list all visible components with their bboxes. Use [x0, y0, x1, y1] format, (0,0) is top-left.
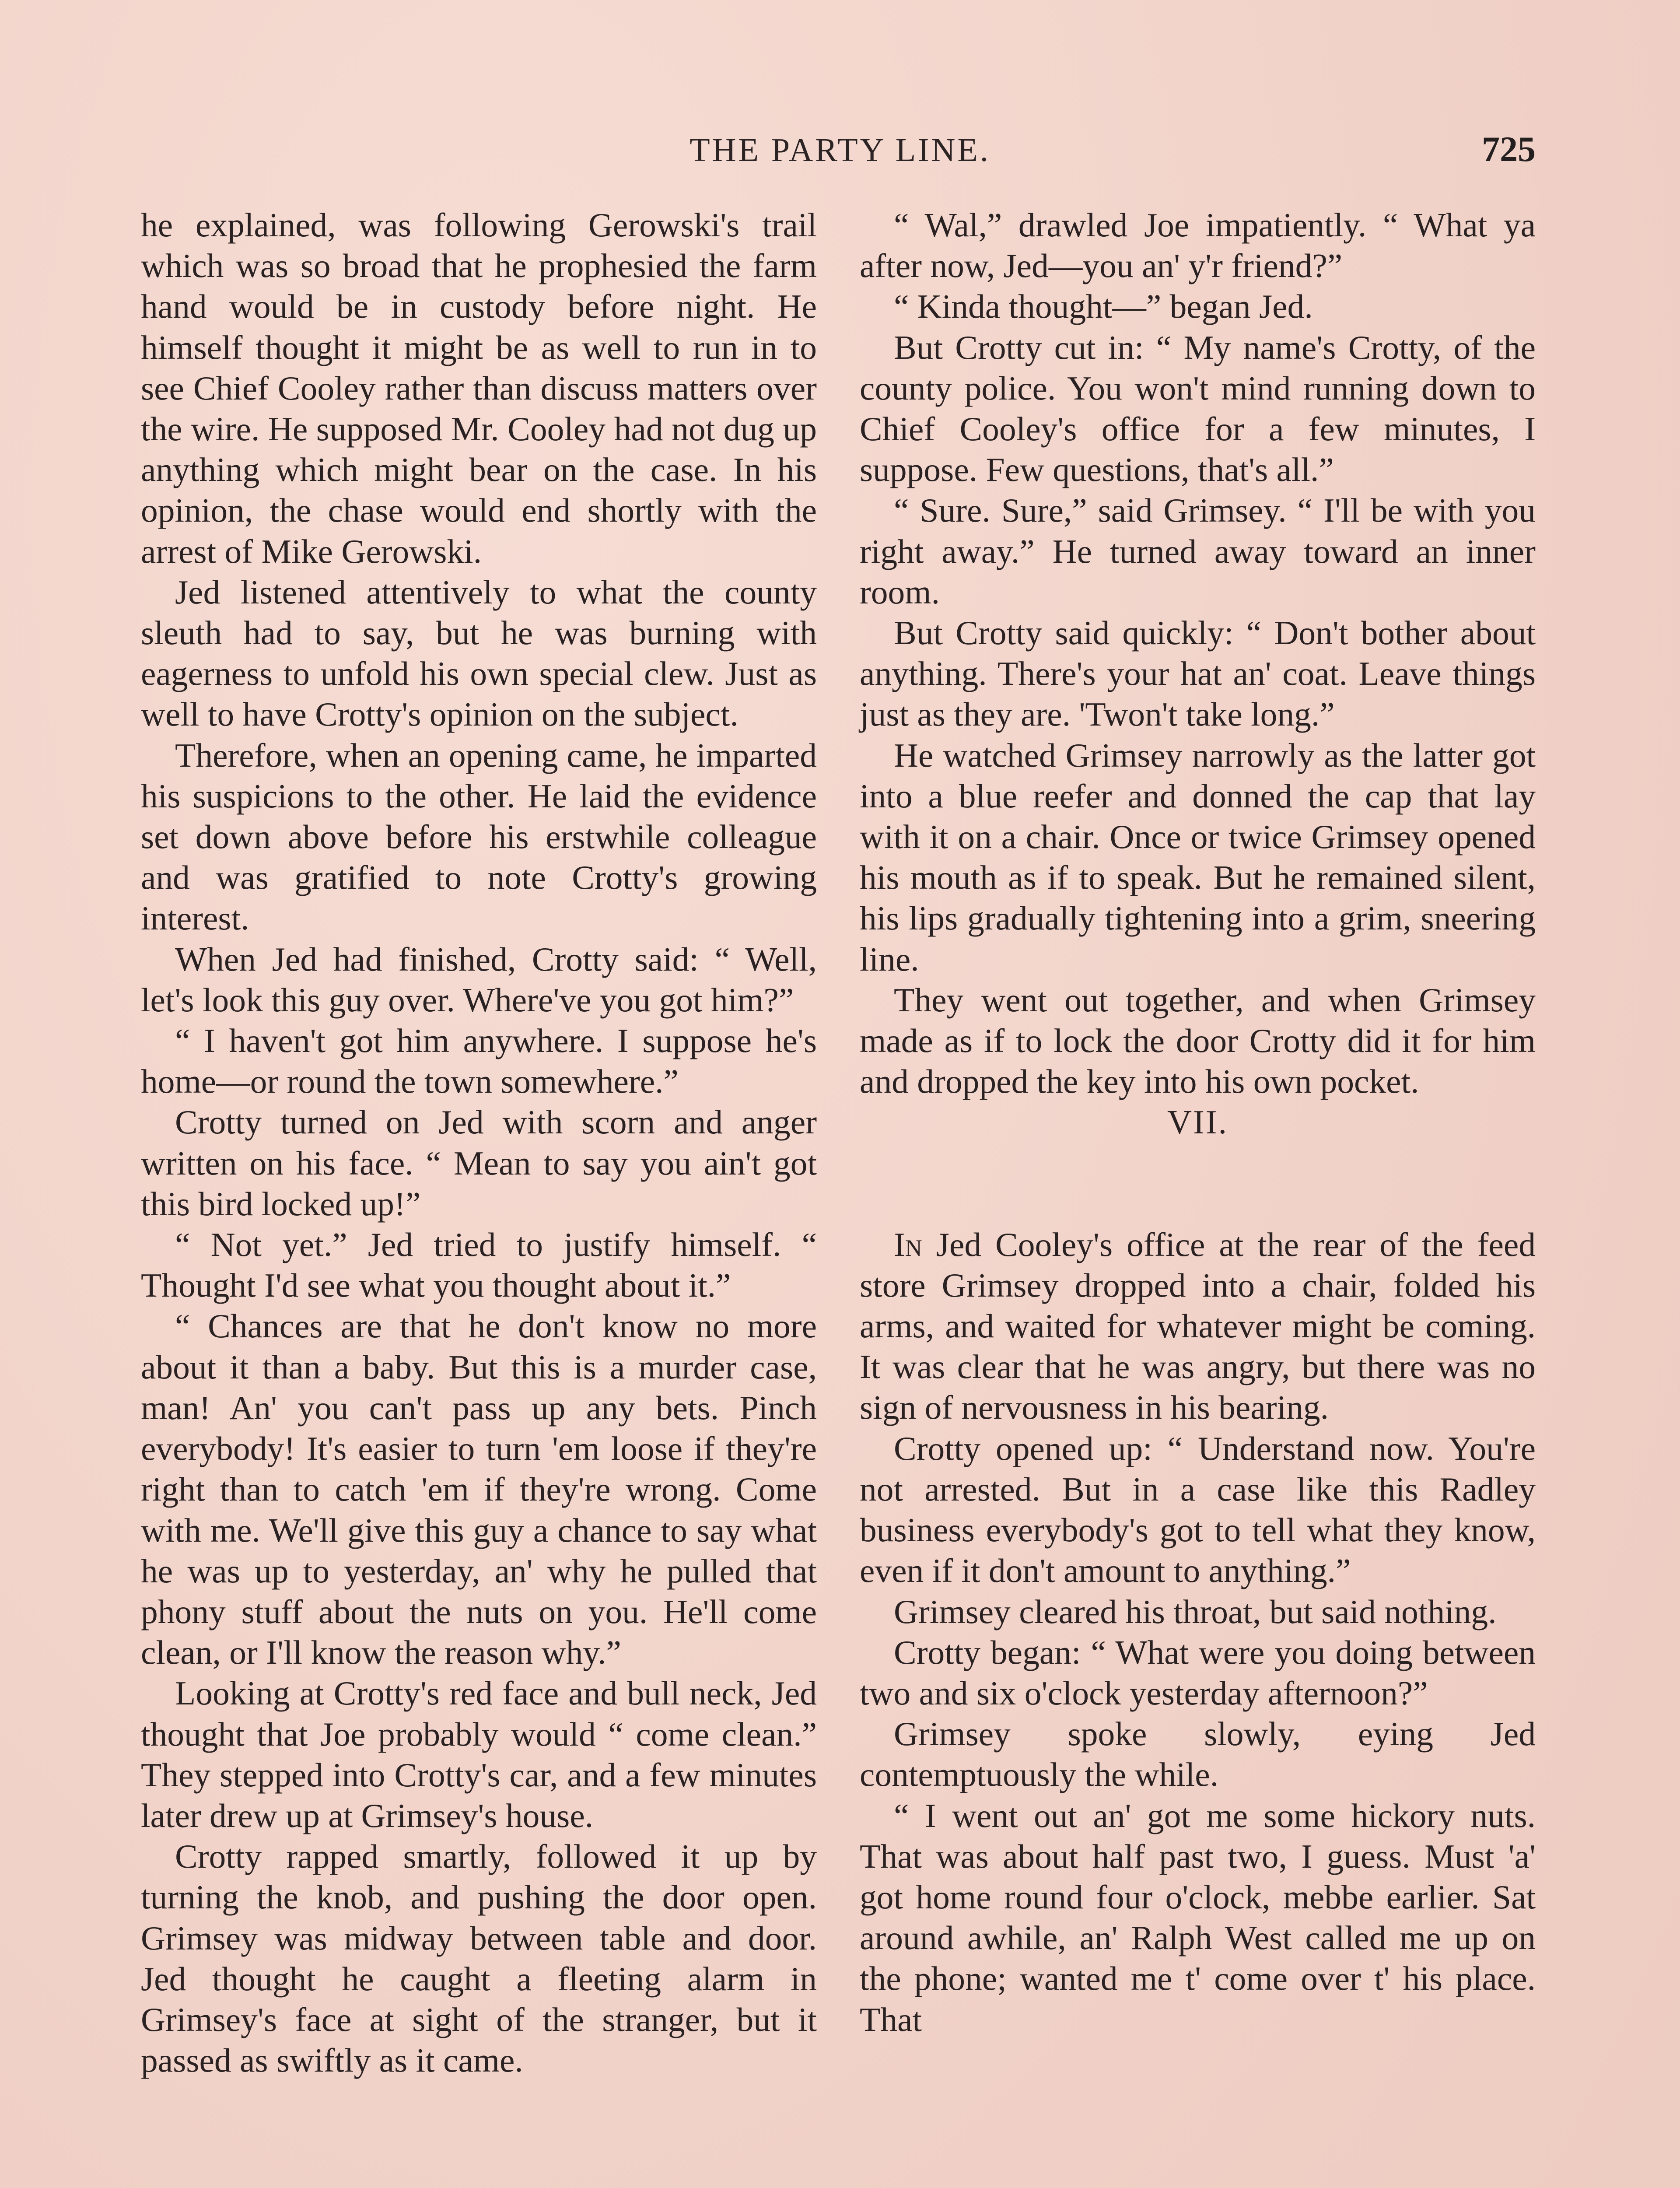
page-header [144, 131, 1536, 179]
paragraph: he explained, was following Gerowski's trail which was so broad that he prophesied the farm hand would be in custody before night. He himself thought it might be as well to run in to see Chief Cooley rather than discuss matters over the wire. He supposed Mr. Cooley had not dug up anything which might bear on the case. In his opinion, the chase would end shortly with the arrest of Mike Gerowski. [141, 206, 817, 570]
section-heading: VII. [1167, 1103, 1228, 1141]
paragraph: Grimsey spoke slowly, eying Jed contemptuously the while. [860, 1715, 1536, 1794]
paragraph: “ I went out an' got me some hickory nuts. That was about half past two, I guess. Must 'a' got home round four o'clock, mebbe earlier. Sat around awhile, an' Ralph West called me up on the phone; wanted me t' come over t' his place. That [860, 1796, 1536, 2038]
page-number: 725 [1482, 129, 1536, 169]
paragraph: Jed listened attentively to what the county sleuth had to say, but he was burning with eagerness to unfold his own special clew. Just as well to have Crotty's opinion on the subject. [141, 573, 817, 733]
section-first-word: In [894, 1225, 922, 1263]
paragraph: Looking at Crotty's red face and bull neck, Jed thought that Joe probably would “ come clean.” They stepped into Crotty's car, and a few minutes later drew up at Grimsey's house. [141, 1674, 817, 1834]
paragraph: When Jed had finished, Crotty said: “ Well, let's look this guy over. Where've you got him?” [141, 940, 817, 1019]
paragraph: He watched Grimsey narrowly as the latter got into a blue reefer and donned the cap that lay with it on a chair. Once or twice Grimsey opened his mouth as if to speak. But he remained silent, his lips gradually tightening into a grim, sneering line. [860, 736, 1536, 978]
text-columns [141, 205, 1536, 2188]
section-first-rest: Jed Cooley's office at the rear of the feed store Grimsey dropped into a chair, folded his arms, and waited for whatever might be coming. It was clear that he was angry, but there was no sign of nervousness in his bearing. [860, 1225, 1536, 1427]
paragraph: Crotty began: “ What were you doing between two and six o'clock yesterday afternoon?” [860, 1633, 1536, 1712]
paragraph: “ Not yet.” Jed tried to justify himself. “ Thought I'd see what you thought about it.” [141, 1226, 817, 1304]
paragraph: Crotty rapped smartly, followed it up by turning the knob, and pushing the door open. Grimsey was midway between table and door. Jed thought he caught a fleeting alarm in Grimsey's face at sight of the stranger, but it passed as swiftly as it came. [141, 1837, 817, 2079]
paragraph: “ Sure. Sure,” said Grimsey. “ I'll be with you right away.” He turned away toward an inner room. [860, 491, 1536, 611]
running-head: THE PARTY LINE. [690, 132, 990, 168]
section-opening-paragraph [860, 1224, 1536, 1428]
paragraph: Crotty opened up: “ Understand now. You're not arrested. But in a case like this Radley business everybody's got to tell what they know, even if it don't amount to anything.” [860, 1429, 1536, 1590]
paragraph: But Crotty cut in: “ My name's Crotty, of the county police. You won't mind running down to Chief Cooley's office for a few minutes, I suppose. Few questions, that's all.” [860, 328, 1536, 489]
paragraph: “ I haven't got him anywhere. I suppose he's home—or round the town somewhere.” [141, 1022, 817, 1101]
paragraph: They went out together, and when Grimsey made as if to lock the door Crotty did it for him and dropped the key into his own pocket. [860, 981, 1536, 1101]
paragraph: Grimsey cleared his throat, but said nothing. [894, 1592, 1497, 1630]
left-column [141, 205, 817, 2188]
paragraph: Crotty turned on Jed with scorn and anger written on his face. “ Mean to say you ain't got this bird locked up!” [141, 1103, 817, 1223]
paragraph: “ Wal,” drawled Joe impatiently. “ What ya after now, Jed—you an' y'r friend?” [860, 206, 1536, 285]
paragraph: But Crotty said quickly: “ Don't bother about anything. There's your hat an' coat. Leave things just as they are. 'Twon't take long.” [860, 614, 1536, 733]
paragraph: Therefore, when an opening came, he imparted his suspicions to the other. He laid the evidence set down above before his erstwhile colleague and was gratified to note Crotty's growing interest. [141, 736, 817, 937]
paragraph: “ Kinda thought—” began Jed. [894, 288, 1313, 326]
paragraph: “ Chances are that he don't know no more about it than a baby. But this is a murder case, man! An' you can't pass up any bets. Pinch everybody! It's easier to turn 'em loose if they're right than to catch 'em if they're wrong. Come with me. We'll give this guy a chance to say what he was up to yesterday, an' why he pulled that phony stuff about the nuts on you. He'll come clean, or I'll know the reason why.” [141, 1307, 817, 1672]
right-column [860, 205, 1536, 2188]
